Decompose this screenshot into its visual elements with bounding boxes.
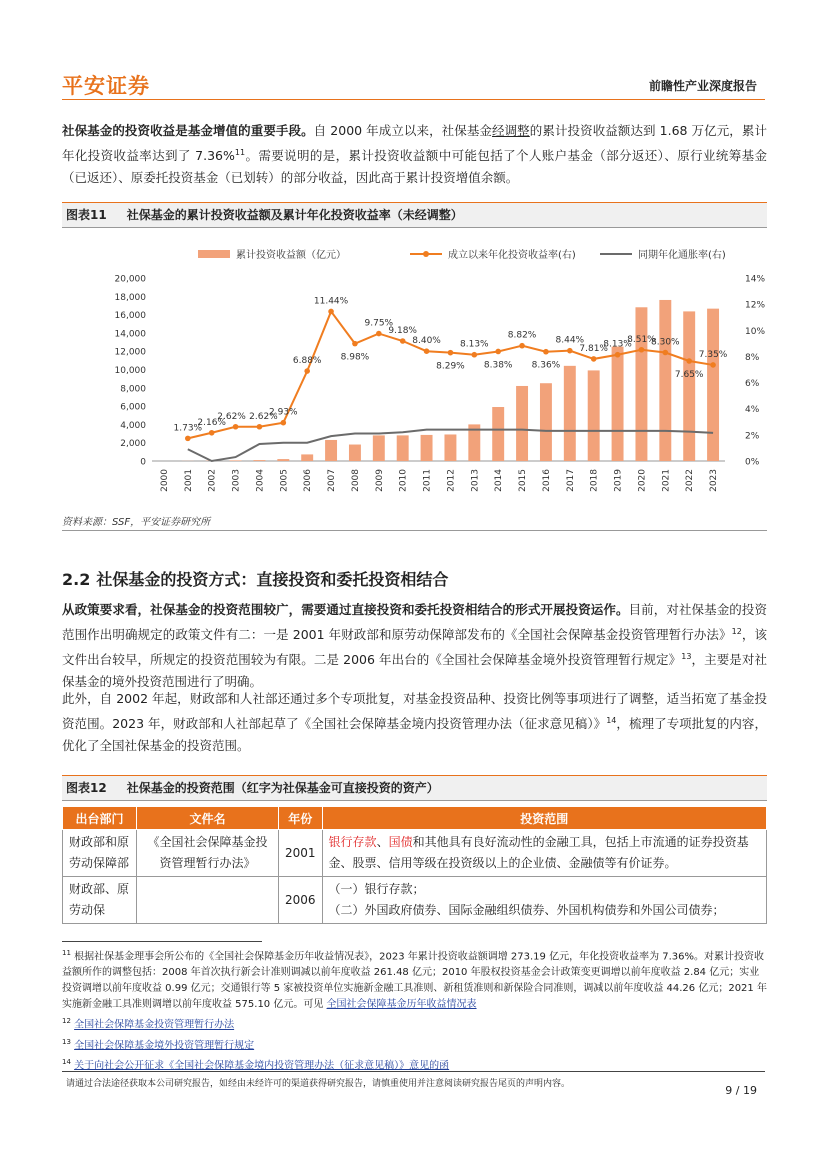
- investment-scope-table: [62, 806, 767, 924]
- point-return-rate: [710, 362, 716, 368]
- y-right-tick-label: 10%: [745, 326, 766, 337]
- footnote-12: [62, 1013, 767, 1033]
- point-return-rate: [615, 352, 621, 358]
- bar-cumulative-income: [253, 460, 265, 461]
- bar-cumulative-income: [325, 440, 337, 461]
- y-right-tick-label: 14%: [745, 274, 766, 285]
- data-label-return-rate: 8.38%: [483, 360, 513, 371]
- x-tick-label: 2007: [327, 469, 338, 492]
- footnote-number: 14: [62, 1057, 71, 1066]
- x-tick-label: 2023: [709, 469, 720, 492]
- intro-text-a: 自 2000 年成立以来，社保基金: [313, 123, 493, 138]
- bar-cumulative-income: [516, 386, 528, 461]
- x-tick-label: 2020: [637, 469, 648, 492]
- x-tick-label: 2012: [446, 469, 457, 492]
- scope-line-1: （一）银行存款；: [328, 882, 425, 896]
- bar-cumulative-income: [373, 435, 385, 461]
- point-return-rate: [639, 347, 645, 353]
- point-return-rate: [472, 352, 478, 358]
- data-label-return-rate: 2.62%: [249, 411, 278, 422]
- data-label-return-rate: 7.81%: [579, 343, 608, 354]
- bar-cumulative-income: [230, 460, 242, 461]
- x-tick-label: 2013: [470, 469, 481, 492]
- data-label-return-rate: 1.73%: [173, 423, 203, 434]
- figure11-source: 资料来源：SSF，平安证券研究所: [62, 513, 767, 531]
- legend-swatch-cumulative-income: [198, 250, 230, 258]
- footnote-11: [62, 945, 767, 1013]
- x-tick-label: 2018: [589, 469, 600, 492]
- y-right-tick-label: 12%: [745, 300, 766, 311]
- y-left-tick-label: 0: [140, 457, 146, 468]
- bar-cumulative-income: [635, 307, 647, 461]
- point-return-rate: [281, 420, 287, 426]
- data-label-return-rate: 2.93%: [269, 407, 298, 418]
- y-left-tick-label: 16,000: [114, 311, 146, 322]
- figure11-title: 社保基金的累计投资收益额及累计年化投资收益率（未经调整）: [126, 208, 463, 222]
- section-heading: [62, 567, 448, 590]
- footnote-number: 11: [62, 949, 71, 957]
- data-label-return-rate: 8.40%: [412, 336, 441, 347]
- figure12-title: 社保基金的投资范围（红字为社保基金可直接投资的资产）: [126, 781, 439, 795]
- report-type: 前瞻性产业深度报告: [648, 79, 757, 93]
- point-return-rate: [185, 436, 191, 442]
- point-return-rate: [567, 348, 573, 354]
- logo: 平安证券: [62, 74, 150, 98]
- y-right-tick-label: 0%: [745, 457, 760, 468]
- footnote-ref-12[interactable]: 12: [731, 627, 742, 636]
- y-right-tick-label: 2%: [745, 431, 760, 442]
- figure12-title-bar: [62, 775, 767, 801]
- bar-cumulative-income: [707, 309, 719, 461]
- point-return-rate: [519, 343, 525, 349]
- cell-scope: [322, 877, 766, 924]
- point-return-rate: [424, 348, 430, 354]
- adjustment-text-a: 此外，自 2002 年起，财政部和人社部还通过多个专项批复，对基金投资品种、投资比例等事项进行了调整，适当拓宽了基金投资范围。2023 年，财政部和人社部起草了《全国社会保障基金境内投资管理办法（征求意见稿）》: [62, 691, 767, 732]
- x-tick-label: 2003: [231, 469, 242, 492]
- cell-year: 2001: [279, 830, 323, 877]
- data-label-return-rate: 8.44%: [555, 335, 585, 346]
- scope-line-2: （二）外国政府债券、国际金融组织债券、外国机构债券和外国公司债券；: [328, 903, 725, 917]
- data-label-return-rate: 6.88%: [292, 356, 322, 367]
- x-tick-label: 2016: [541, 469, 552, 492]
- intro-underlined: 经调整: [492, 123, 530, 138]
- policy-text-c: ，主要是对社保基金的境外投资范围进行了明确。: [62, 652, 767, 690]
- footnote-ref-11[interactable]: 11: [234, 148, 246, 157]
- y-right-tick-label: 6%: [745, 379, 760, 390]
- footnote-number: 12: [62, 1017, 71, 1026]
- intro-bold: 社保基金的投资收益是基金增值的重要手段。: [62, 123, 314, 138]
- point-return-rate: [328, 309, 334, 315]
- footnote-11-link[interactable]: 全国社会保障基金历年收益情况表: [326, 999, 477, 1011]
- point-return-rate: [663, 350, 669, 356]
- bar-cumulative-income: [444, 434, 456, 461]
- x-tick-label: 2008: [350, 469, 361, 492]
- footnote-ref-14[interactable]: 14: [606, 716, 617, 725]
- y-left-tick-label: 8,000: [120, 384, 146, 395]
- table-header-row: [63, 807, 767, 830]
- point-return-rate: [209, 430, 215, 436]
- x-tick-label: 2022: [685, 469, 696, 492]
- cell-year: 2006: [279, 877, 323, 924]
- point-return-rate: [495, 349, 501, 355]
- chart-legend: [198, 248, 726, 261]
- data-label-return-rate: 8.51%: [627, 334, 656, 345]
- bar-cumulative-income: [397, 435, 409, 461]
- y-left-tick-label: 18,000: [114, 292, 146, 303]
- cell-dept: 财政部、原劳动保: [63, 877, 137, 924]
- x-tick-label: 2006: [303, 469, 314, 492]
- bar-cumulative-income: [421, 435, 433, 461]
- bar-cumulative-income: [540, 383, 552, 461]
- y-left-tick-label: 12,000: [114, 347, 146, 358]
- point-return-rate: [352, 341, 358, 347]
- policy-paragraph: [62, 599, 767, 693]
- section-number: 2.2: [62, 570, 91, 589]
- y-left-tick-label: 14,000: [114, 329, 146, 340]
- chart-bars: [182, 300, 719, 461]
- figure12-label: 图表12: [66, 781, 107, 795]
- x-tick-label: 2009: [374, 469, 385, 492]
- footnote-ref-13[interactable]: 13: [681, 652, 692, 662]
- bar-cumulative-income: [492, 407, 504, 461]
- x-tick-label: 2015: [518, 469, 529, 492]
- bar-cumulative-income: [301, 454, 313, 461]
- y-left-tick-label: 20,000: [114, 274, 146, 285]
- intro-text-b: 的累计投资收益额达到 1.68 万亿元，累计年化投资收益率达到了 7.36%: [62, 123, 767, 164]
- footnote-12-link[interactable]: 全国社会保障基金投资管理暂行办法: [74, 1019, 235, 1031]
- header-divider: [62, 99, 765, 100]
- point-return-rate: [400, 338, 406, 344]
- point-return-rate: [376, 331, 382, 337]
- footnote-14-link[interactable]: 关于向社会公开征求《全国社会保障基金境内投资管理办法（征求意见稿）》意见的函: [74, 1060, 450, 1072]
- bar-cumulative-income: [683, 311, 695, 461]
- header-dept: 出台部门: [63, 807, 137, 830]
- x-tick-label: 2000: [159, 469, 170, 492]
- policy-bold: 从政策要求看，社保基金的投资范围较广，需要通过直接投资和委托投资相结合的形式开展投资运作。: [62, 602, 629, 617]
- section-title: 社保基金的投资方式：直接投资和委托投资相结合: [96, 570, 449, 589]
- header-scope: 投资范围: [322, 807, 766, 830]
- x-tick-label: 2017: [565, 469, 576, 492]
- data-label-return-rate: 8.30%: [651, 337, 680, 348]
- data-label-return-rate: 8.98%: [340, 352, 370, 363]
- page-number: 9 / 19: [725, 1084, 757, 1097]
- legend-label-return-rate: 成立以来年化投资收益率(右): [448, 250, 576, 261]
- x-tick-label: 2005: [279, 469, 290, 492]
- adjustment-paragraph: [62, 688, 767, 757]
- x-tick-label: 2002: [207, 469, 218, 492]
- x-tick-label: 2004: [255, 469, 266, 492]
- x-tick-label: 2010: [398, 469, 409, 492]
- point-return-rate: [591, 356, 597, 362]
- y-right-tick-label: 4%: [745, 405, 760, 416]
- y-right-tick-label: 8%: [745, 352, 760, 363]
- y-left-tick-label: 2,000: [120, 439, 146, 450]
- cell-scope: [322, 830, 766, 877]
- x-tick-label: 2014: [494, 469, 505, 492]
- intro-paragraph: [62, 120, 767, 189]
- bar-cumulative-income: [588, 370, 600, 461]
- point-return-rate: [448, 350, 454, 356]
- data-label-return-rate: 9.18%: [388, 326, 417, 337]
- data-label-return-rate: 7.65%: [674, 370, 704, 381]
- x-tick-label: 2019: [613, 469, 624, 492]
- footnote-13-link[interactable]: 全国社会保障基金境外投资管理暂行规定: [74, 1039, 255, 1051]
- x-tick-label: 2021: [661, 469, 672, 492]
- intro-text-c: 。需要说明的是，累计投资收益额中可能包括了个人账户基金（部分返还）、原行业统筹基金（已返还）、原委托投资基金（已划转）的部分收益，因此高于累计投资增值余额。: [62, 148, 767, 186]
- figure11-chart: [62, 238, 767, 510]
- bar-cumulative-income: [659, 300, 671, 461]
- footnote-11-text: 根据社保基金理事会所公布的《全国社会保障基金历年收益情况表》，2023 年累计投资收益额调增 273.19 亿元，年化投资收益率为 7.36%。对累计投资收益额所作的调整包括：2008 年首次执行新会计准则调减以前年度收益 261.48 亿元；2010 年股权投资基金会计政策变更调增以前年度收益 2.84 亿元；实业投资调增以前年度收益 0.99 亿元；交通银行等 5 家被投资单位实施新金融工具准则、新租赁准则和新保险合同准则，调减以前年度收益 44.26 亿元；2021 年实施新金融工具准则调增以前年度收益 575.10 亿元。可见: [62, 951, 767, 1011]
- point-return-rate: [304, 368, 310, 374]
- figure11-label: 图表11: [66, 208, 107, 222]
- scope-red-bonds: 国债: [388, 835, 413, 849]
- y-left-tick-label: 6,000: [120, 402, 146, 413]
- data-label-return-rate: 7.35%: [698, 349, 728, 360]
- legend-label-inflation: 同期年化通胀率(右): [638, 250, 726, 261]
- data-label-return-rate: 2.62%: [217, 411, 246, 422]
- point-return-rate: [233, 424, 239, 430]
- data-label-return-rate: 8.13%: [460, 339, 489, 350]
- scope-rest: 和其他具有良好流动性的金融工具，包括上市流通的证券投资基金、股票、信用等级在投资级以上的企业债、金融债等有价证券。: [328, 835, 749, 870]
- cell-doc: 《全国社会保障基金投资管理暂行办法》: [137, 830, 279, 877]
- data-label-return-rate: 8.13%: [603, 339, 632, 350]
- cell-doc: [137, 877, 279, 924]
- bar-cumulative-income: [277, 459, 289, 461]
- point-return-rate: [543, 349, 549, 355]
- header-doc: 文件名: [137, 807, 279, 830]
- data-label-return-rate: 8.29%: [436, 361, 465, 372]
- x-tick-label: 2001: [183, 469, 194, 492]
- bar-cumulative-income: [564, 366, 576, 461]
- adjustment-text-b: ，梳理了专项批复的内容，优化了全国社保基金的投资范围。: [62, 716, 767, 754]
- y-left-tick-label: 10,000: [114, 366, 146, 376]
- footnote-number: 13: [62, 1037, 71, 1046]
- table-row: [63, 830, 767, 877]
- y-left-tick-label: 4,000: [120, 420, 146, 431]
- policy-text-b: ，该文件出台较早，所规定的投资范围较为有限。二是 2006 年出台的《全国社会保障基金境外投资管理暂行规定》: [62, 627, 767, 668]
- legend-label-cumulative-income: 累计投资收益额（亿元）: [236, 250, 346, 261]
- data-label-return-rate: 8.36%: [531, 360, 561, 371]
- footer-divider: [62, 1071, 765, 1072]
- point-return-rate: [686, 358, 692, 364]
- bar-cumulative-income: [612, 347, 624, 461]
- data-label-return-rate: 2.16%: [197, 417, 226, 428]
- scope-red-deposit: 银行存款: [328, 835, 377, 849]
- x-tick-label: 2011: [422, 469, 433, 492]
- point-return-rate: [257, 424, 263, 430]
- footnotes: [62, 945, 767, 1074]
- scope-separator: 、: [376, 835, 389, 849]
- footnote-13: [62, 1034, 767, 1054]
- figure11-title-bar: [62, 202, 767, 228]
- legend-marker-return-rate: [423, 251, 429, 257]
- bar-cumulative-income: [349, 445, 361, 461]
- footnote-divider: [62, 941, 262, 942]
- footer-disclaimer: 请通过合法途径获取本公司研究报告，如经由未经许可的渠道获得研究报告，请慎重使用并注意阅读研究报告尾页的声明内容。: [66, 1079, 571, 1089]
- header-year: 年份: [279, 807, 323, 830]
- data-label-return-rate: 9.75%: [364, 318, 394, 329]
- cell-dept: 财政部和原劳动保障部: [63, 830, 137, 877]
- data-label-return-rate: 8.82%: [507, 330, 537, 341]
- policy-text-a: 目前，对社保基金的投资范围作出明确规定的政策文件有二：一是 2001 年财政部和原劳动保障部发布的《全国社会保障基金投资管理暂行办法》: [62, 602, 767, 643]
- table-row: [63, 877, 767, 924]
- data-label-return-rate: 11.44%: [313, 296, 349, 307]
